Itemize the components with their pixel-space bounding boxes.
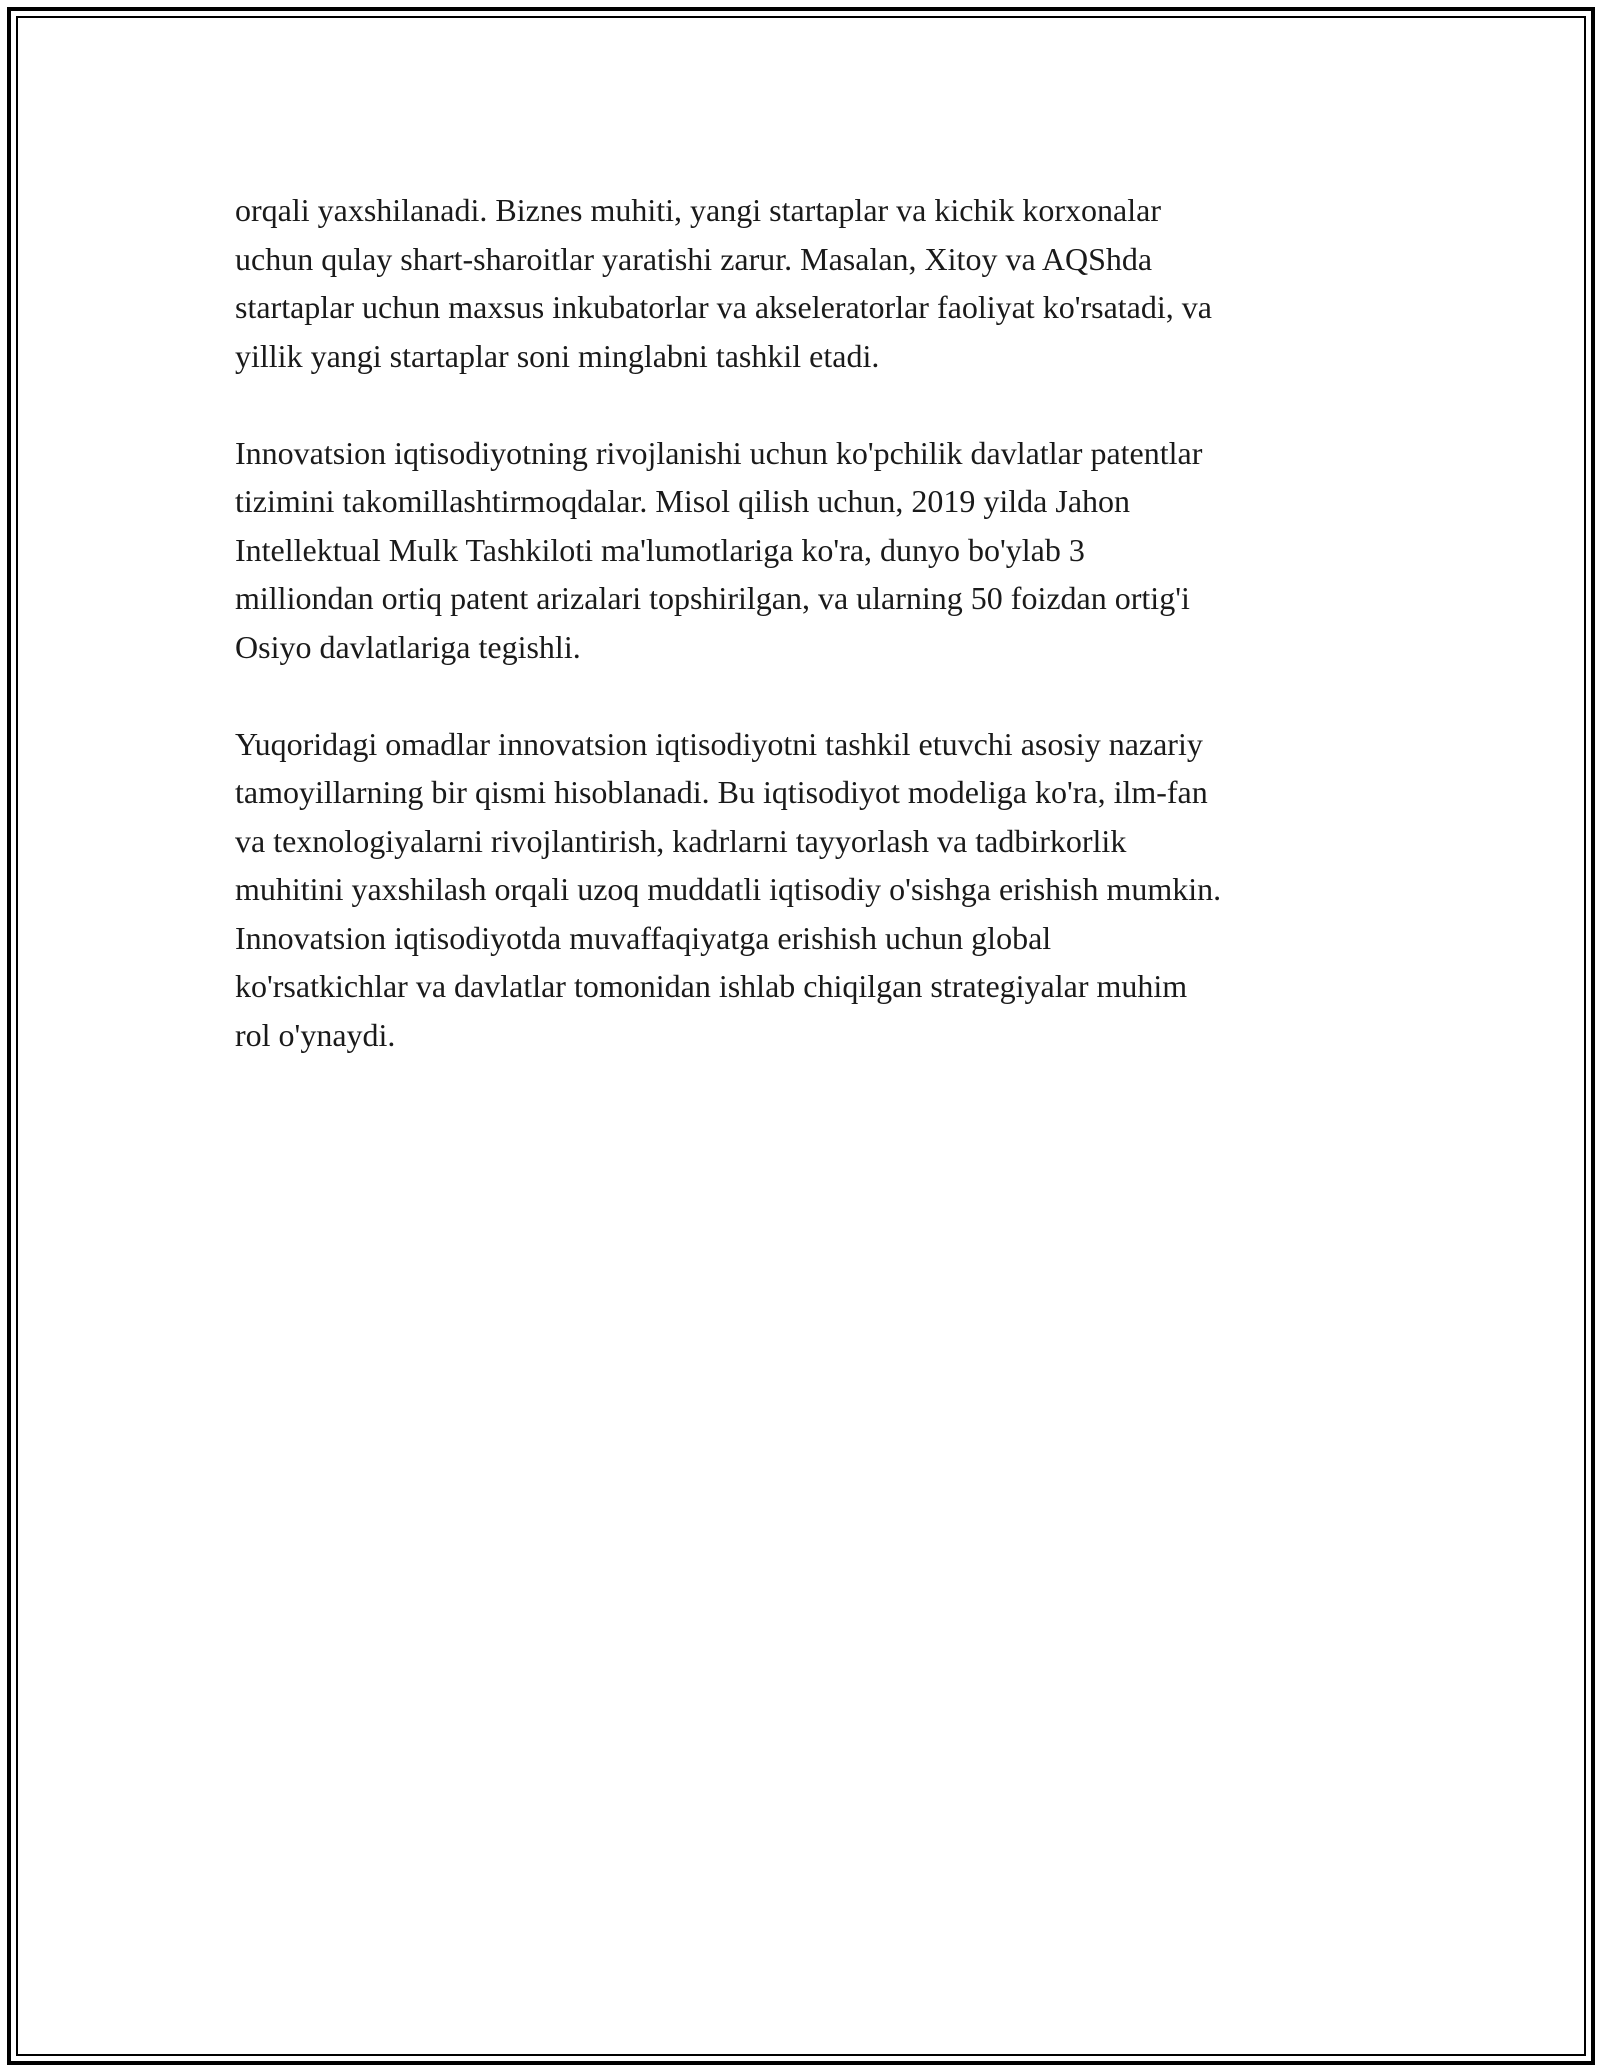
text-line: Innovatsion iqtisodiyotning rivojlanishi uchun ko'pchilik davlatlar patentlar	[235, 434, 1203, 471]
text-line: Osiyo davlatlariga tegishli.	[235, 628, 581, 665]
text-line: milliondan ortiq patent arizalari topshirilgan, va ularning 50 foizdan ortig'i	[235, 580, 1190, 616]
text-line: Yuqoridagi omadlar innovatsion iqtisodiyotni tashkil etuvchi asosiy nazariy	[235, 725, 1203, 762]
text-line: orqali yaxshilanadi. Biznes muhiti, yangi startaplar va kichik korxonalar	[235, 192, 1161, 228]
text-line: rol o'ynaydi.	[235, 1016, 396, 1053]
text-line: startaplar uchun maxsus inkubatorlar va akseleratorlar faoliyat ko'rsatadi, va	[235, 289, 1212, 325]
text-line: uchun qulay shart-sharoitlar yaratishi zarur. Masalan, Xitoy va AQShda	[235, 240, 1153, 277]
paragraph-3	[235, 720, 1375, 1060]
text-line: muhitini yaxshilash orqali uzoq muddatli iqtisodiy o'sishga erishish mumkin.	[235, 871, 1222, 907]
text-line: tizimini takomillashtirmoqdalar. Misol qilish uchun, 2019 yilda Jahon	[235, 483, 1131, 519]
text-line: va texnologiyalarni rivojlantirish, kadrlarni tayyorlash va tadbirkorlik	[235, 822, 1127, 859]
text-line: Intellektual Mulk Tashkiloti ma'lumotlariga ko'ra, dunyo bo'ylab 3	[235, 531, 1085, 568]
text-line: Innovatsion iqtisodiyotda muvaffaqiyatga erishish uchun global	[235, 919, 1052, 956]
paragraph-1	[235, 186, 1375, 380]
paragraph-2	[235, 429, 1375, 672]
document-body	[235, 186, 1375, 1108]
text-line: yillik yangi startaplar soni minglabni tashkil etadi.	[235, 337, 880, 374]
text-line: tamoyillarning bir qismi hisoblanadi. Bu iqtisodiyot modeliga ko'ra, ilm-fan	[235, 774, 1208, 810]
text-line: ko'rsatkichlar va davlatlar tomonidan ishlab chiqilgan strategiyalar muhim	[235, 968, 1188, 1004]
